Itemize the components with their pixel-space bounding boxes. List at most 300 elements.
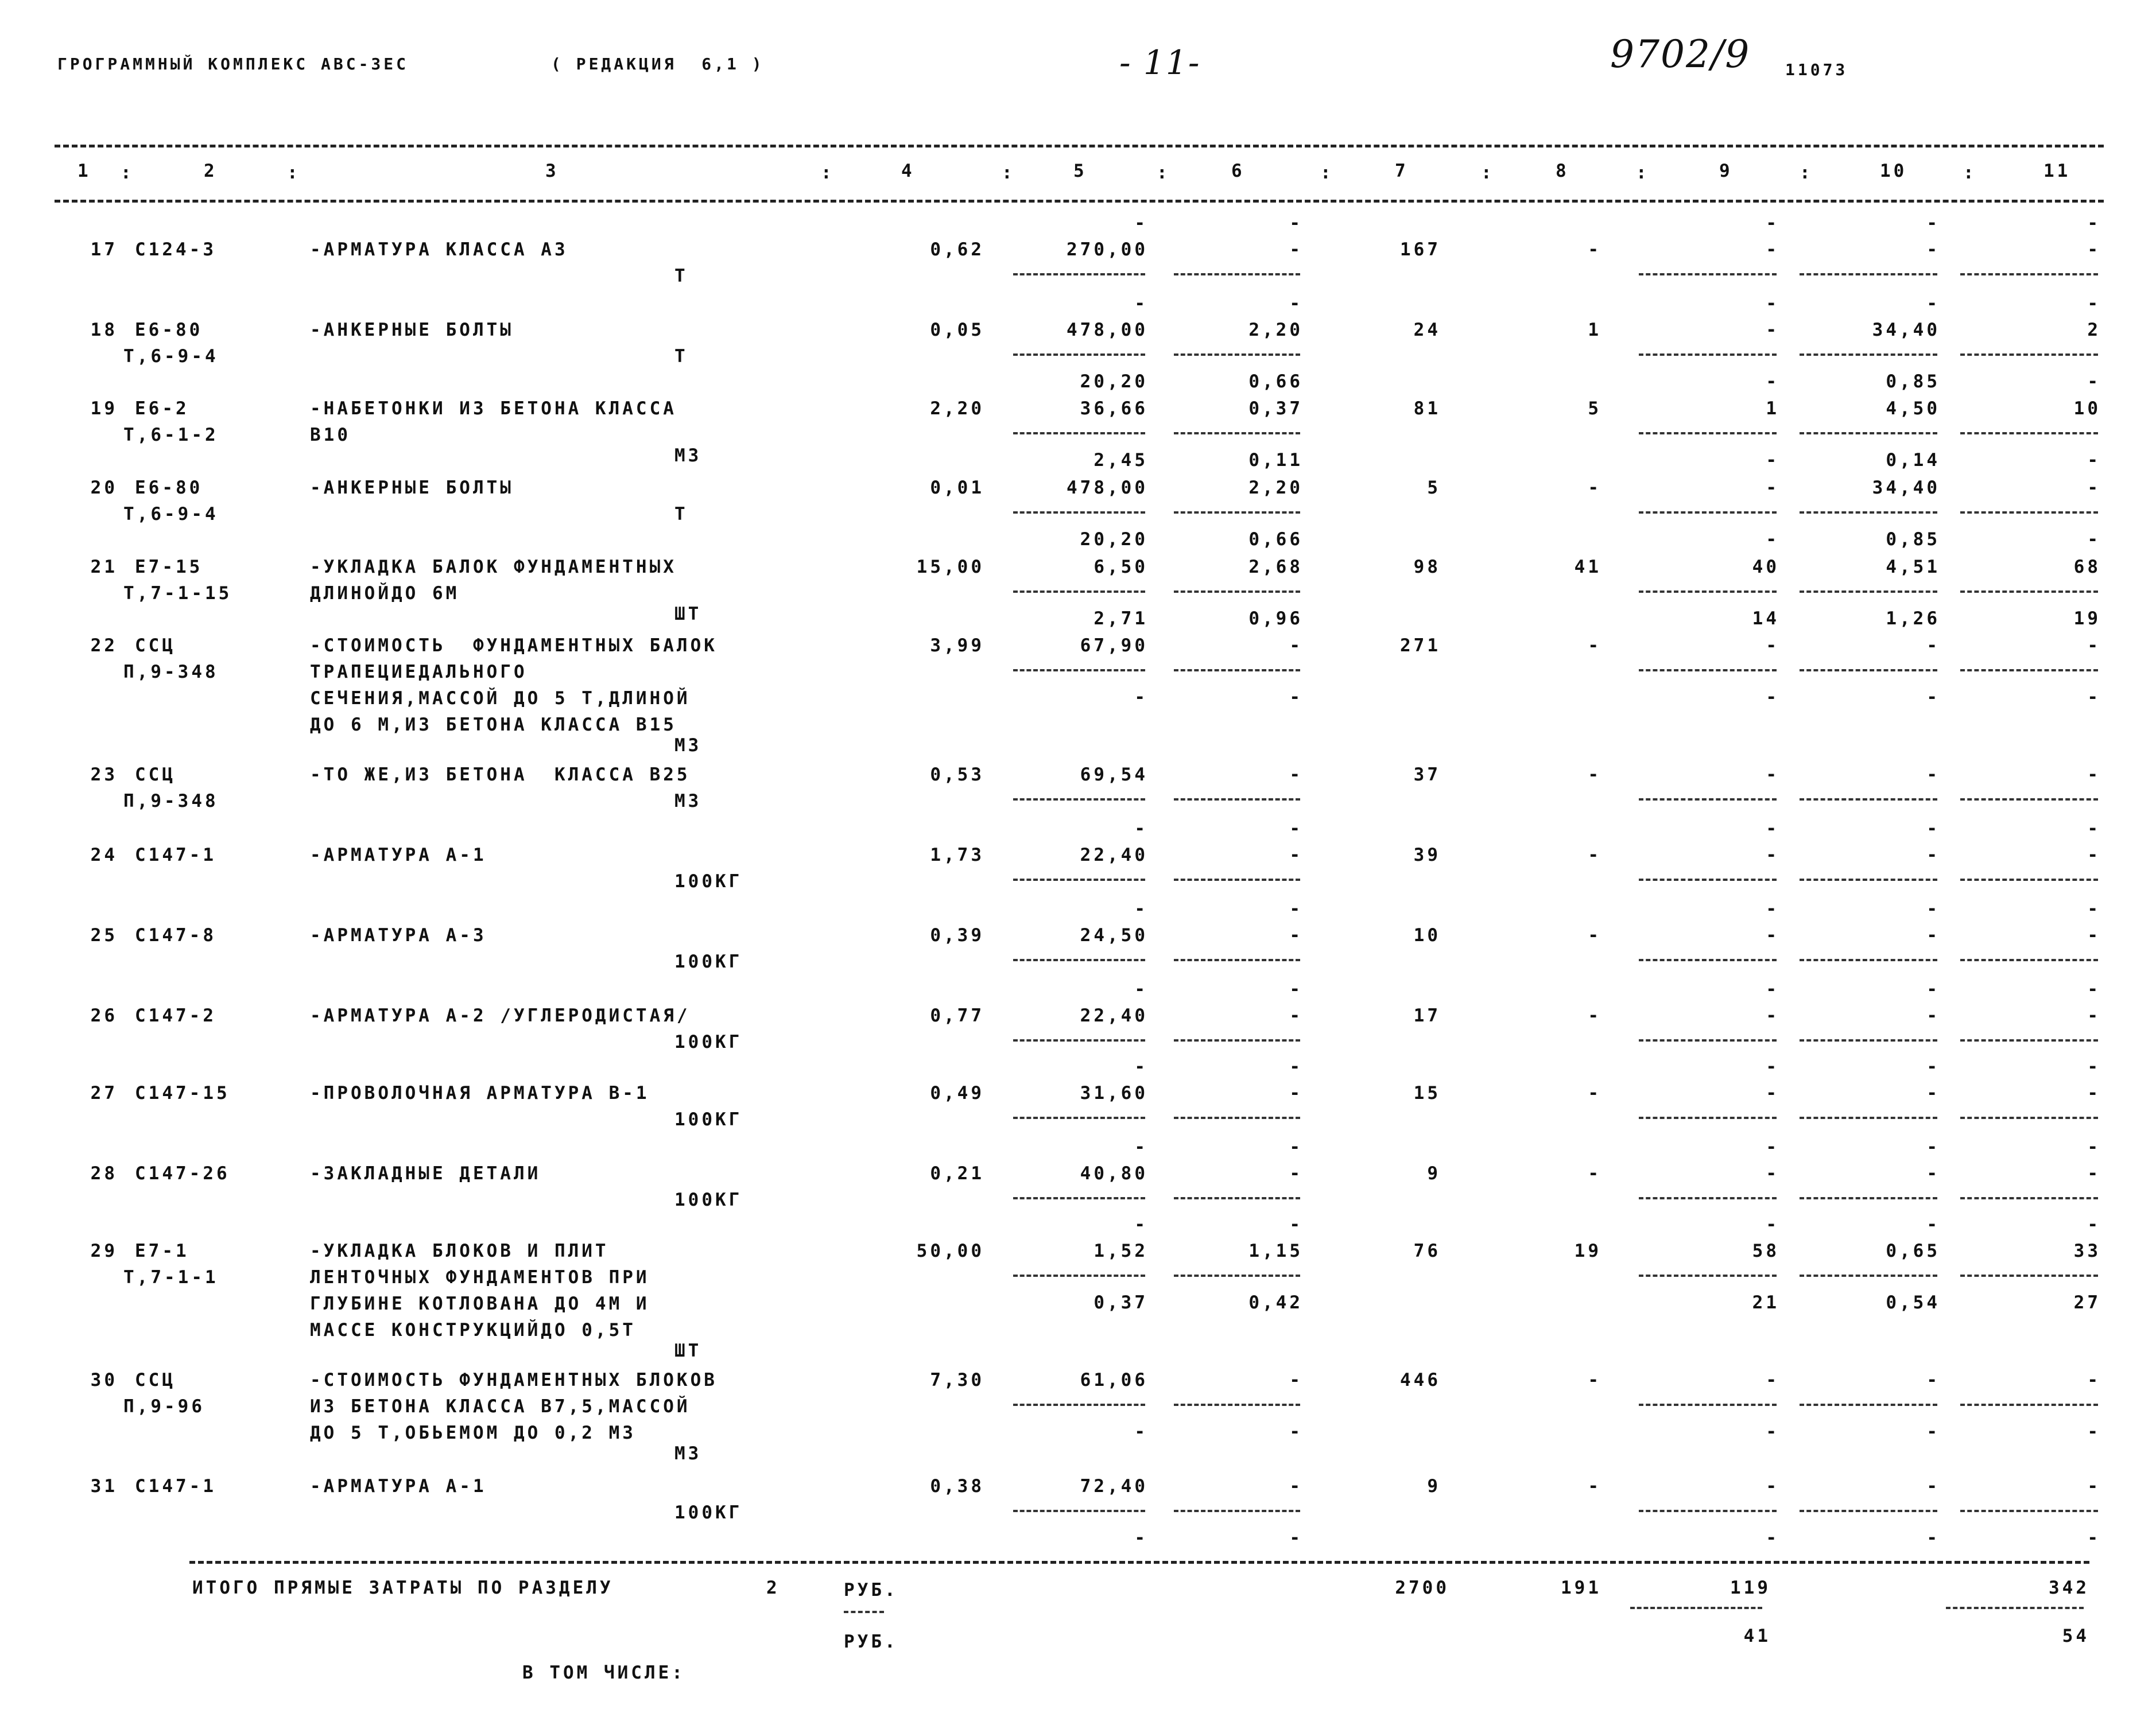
cell-top-c10: - (1926, 293, 1940, 314)
cell-c11: 2 (2087, 320, 2101, 340)
cell-rule-c9 (1639, 798, 1777, 801)
cell-top-c11: - (2087, 293, 2101, 314)
cell-c9: - (1766, 320, 1779, 340)
cell-top-c11: - (2087, 1214, 2101, 1235)
row-col8: 41 (1574, 557, 1602, 577)
row-description: ГЛУБИНЕ КОТЛОВАНА ДО 4М И (310, 1293, 650, 1314)
cell-c5: 22,40 (1080, 845, 1148, 865)
cell-top-c9: - (1766, 293, 1779, 314)
totals-unit-1: РУБ. (844, 1580, 898, 1600)
cell-rule-c11 (1960, 353, 2098, 356)
cell-rule-c5 (1013, 1117, 1145, 1119)
row-quantity: 0,38 (930, 1476, 984, 1497)
row-code: С147-1 (135, 1476, 216, 1497)
cell-second-c9: - (1766, 450, 1779, 471)
cell-rule-c11 (1960, 432, 2098, 434)
row-col7: 10 (1413, 925, 1441, 946)
cell-top-c9: - (1766, 1137, 1779, 1157)
cell-top-c10: - (1926, 899, 1940, 919)
cell-c11: - (2087, 925, 2101, 946)
column-header-10: 10 (1880, 161, 1907, 181)
cell-rule-c9 (1639, 1117, 1777, 1119)
row-description: ДО 5 Т,ОБЬЕМОМ ДО 0,2 М3 (310, 1423, 636, 1443)
cell-c5: 72,40 (1080, 1476, 1148, 1497)
row-description: -АНКЕРНЫЕ БОЛТЫ (310, 320, 514, 340)
cell-rule-c11 (1960, 1404, 2098, 1406)
cell-top-c10: - (1926, 979, 1940, 1000)
row-code: Т,6-9-4 (123, 504, 219, 525)
cell-c5: 22,40 (1080, 1005, 1148, 1026)
cell-c5: 270,00 (1067, 239, 1148, 260)
totals-col9: 119 (1730, 1578, 1771, 1598)
cell-c6: - (1289, 1083, 1303, 1104)
row-col7: 9 (1427, 1163, 1441, 1184)
column-header-7: 7 (1395, 161, 1409, 181)
cell-second-c11: - (2087, 371, 2101, 392)
cell-c11: - (2087, 1370, 2101, 1390)
cell-second-c11: 27 (2073, 1292, 2101, 1313)
cell-rule-c6 (1174, 1197, 1300, 1199)
cell-c5: 31,60 (1080, 1083, 1148, 1104)
cell-rule-c10 (1800, 353, 1937, 356)
row-quantity: 0,53 (930, 764, 984, 785)
row-col7: 37 (1413, 764, 1441, 785)
cell-second-c6: - (1289, 687, 1303, 708)
edition-label: ( РЕДАКЦИЯ 6,1 ) (551, 55, 765, 73)
row-code: ССЦ (135, 1370, 176, 1390)
cell-c5: 36,66 (1080, 398, 1148, 419)
totals-unit-2: РУБ. (844, 1631, 898, 1652)
row-col8: - (1588, 1005, 1602, 1026)
cell-rule-c10 (1800, 1117, 1937, 1119)
cell-second-c10: 0,85 (1886, 371, 1940, 392)
cell-rule-c6 (1174, 959, 1300, 961)
cell-top-c11: - (2087, 1137, 2101, 1157)
cell-c10: 4,50 (1886, 398, 1940, 419)
cell-top-c10: - (1926, 213, 1940, 234)
row-quantity: 0,01 (930, 477, 984, 498)
cell-c11: - (2087, 845, 2101, 865)
row-col7: 446 (1400, 1370, 1441, 1390)
cell-c5: 69,54 (1080, 764, 1148, 785)
cell-c5: 478,00 (1067, 320, 1148, 340)
row-description: -УКЛАДКА БАЛОК ФУНДАМЕНТНЫХ (310, 557, 677, 577)
cell-second-c5: 20,20 (1080, 371, 1148, 392)
cell-second-c5: 20,20 (1080, 529, 1148, 550)
cell-rule-c10 (1800, 432, 1937, 434)
cell-second-c6: - (1289, 1421, 1303, 1442)
row-col8: - (1588, 635, 1602, 656)
row-number: 24 (90, 845, 118, 865)
column-header-2: 2 (204, 161, 218, 181)
row-code: Т,6-9-4 (123, 346, 219, 367)
cell-c9: 1 (1766, 398, 1779, 419)
cell-top-c5: - (1134, 818, 1148, 839)
cell-second-c5: - (1134, 687, 1148, 708)
row-description: ДО 6 М,ИЗ БЕТОНА КЛАССА В15 (310, 714, 677, 735)
cell-c11: - (2087, 1083, 2101, 1104)
row-code: П,9-96 (123, 1396, 205, 1417)
cell-c10: - (1926, 1163, 1940, 1184)
totals-unit-rule (844, 1611, 884, 1613)
page-number: - 11- (1119, 43, 1201, 82)
row-quantity: 0,39 (930, 925, 984, 946)
cell-c6: 0,37 (1248, 398, 1303, 419)
row-col7: 39 (1413, 845, 1441, 865)
cell-second-c6: 0,42 (1248, 1292, 1303, 1313)
row-quantity: 0,77 (930, 1005, 984, 1026)
row-unit: М3 (674, 1443, 702, 1464)
row-col8: 19 (1574, 1241, 1602, 1261)
row-code: Т,7-1-15 (123, 583, 232, 604)
cell-top-c5: - (1134, 979, 1148, 1000)
row-number: 18 (90, 320, 118, 340)
cell-second-c10: - (1926, 1528, 1940, 1548)
cell-top-c6: - (1289, 818, 1303, 839)
cell-rule-c11 (1960, 1117, 2098, 1119)
cell-top-c10: - (1926, 818, 1940, 839)
cell-c6: - (1289, 845, 1303, 865)
cell-second-c9: - (1766, 371, 1779, 392)
cell-rule-c9 (1639, 273, 1777, 275)
cell-second-c10: 0,54 (1886, 1292, 1940, 1313)
cell-rule-c9 (1639, 1197, 1777, 1199)
cell-c10: 34,40 (1872, 477, 1940, 498)
row-col8: - (1588, 239, 1602, 260)
cell-top-c9: - (1766, 1056, 1779, 1077)
cell-c10: - (1926, 1370, 1940, 1390)
cell-rule-c5 (1013, 959, 1145, 961)
row-quantity: 50,00 (916, 1241, 984, 1261)
row-code: Е7-1 (135, 1241, 189, 1261)
cell-rule-c11 (1960, 273, 2098, 275)
cell-c9: - (1766, 925, 1779, 946)
row-code: С147-15 (135, 1083, 230, 1104)
cell-rule-c5 (1013, 1510, 1145, 1512)
column-separator: : (287, 162, 301, 183)
column-separator: : (1320, 162, 1334, 183)
cell-c9: - (1766, 845, 1779, 865)
cell-rule-c6 (1174, 273, 1300, 275)
cell-rule-c10 (1800, 1510, 1937, 1512)
cell-c11: - (2087, 1163, 2101, 1184)
cell-rule-c6 (1174, 669, 1300, 671)
row-description: -УКЛАДКА БЛОКОВ И ПЛИТ (310, 1241, 609, 1261)
cell-c10: 34,40 (1872, 320, 1940, 340)
cell-c6: - (1289, 239, 1303, 260)
cell-rule-c5 (1013, 1404, 1145, 1406)
cell-rule-c5 (1013, 669, 1145, 671)
cell-second-c6: 0,66 (1248, 529, 1303, 550)
cell-second-c11: 19 (2073, 608, 2101, 629)
cell-c9: - (1766, 1005, 1779, 1026)
row-description: -ПРОВОЛОЧНАЯ АРМАТУРА В-1 (310, 1083, 650, 1104)
cell-top-c10: - (1926, 1056, 1940, 1077)
cell-c5: 1,52 (1093, 1241, 1148, 1261)
cell-rule-c6 (1174, 879, 1300, 881)
cell-rule-c9 (1639, 590, 1777, 593)
cell-top-c11: - (2087, 213, 2101, 234)
row-code: Е6-80 (135, 477, 203, 498)
row-number: 19 (90, 398, 118, 419)
cell-second-c10: 1,26 (1886, 608, 1940, 629)
row-quantity: 2,20 (930, 398, 984, 419)
cell-top-c6: - (1289, 899, 1303, 919)
cell-second-c10: 0,85 (1886, 529, 1940, 550)
row-unit: М3 (674, 445, 702, 466)
cell-c10: 4,51 (1886, 557, 1940, 577)
column-header-1: 1 (77, 161, 91, 181)
row-unit: ШТ (674, 604, 702, 624)
program-title: ГРОГРАММНЫЙ КОМПЛЕКС АВС-ЗЕС (57, 55, 409, 73)
column-header-11: 11 (2043, 161, 2071, 181)
cell-rule-c10 (1800, 879, 1937, 881)
row-code: П,9-348 (123, 791, 219, 811)
row-col7: 15 (1413, 1083, 1441, 1104)
cell-c9: - (1766, 635, 1779, 656)
row-code: П,9-348 (123, 662, 219, 682)
row-unit: 100КГ (674, 1109, 743, 1130)
row-description: ИЗ БЕТОНА КЛАССА В7,5,МАССОЙ (310, 1396, 691, 1417)
totals-col9-second: 41 (1743, 1626, 1771, 1646)
cell-c9: 58 (1752, 1241, 1779, 1261)
cell-rule-c6 (1174, 590, 1300, 593)
row-col8: - (1588, 925, 1602, 946)
row-number: 31 (90, 1476, 118, 1497)
header-rule-bottom (55, 200, 2104, 203)
row-description: МАССЕ КОНСТРУКЦИЙДО 0,5Т (310, 1320, 636, 1341)
row-col8: - (1588, 845, 1602, 865)
cell-c11: - (2087, 764, 2101, 785)
row-number: 25 (90, 925, 118, 946)
cell-second-c9: - (1766, 687, 1779, 708)
row-description: -АРМАТУРА А-2 /УГЛЕРОДИСТАЯ/ (310, 1005, 691, 1026)
row-description: ДЛИНОЙДО 6М (310, 583, 460, 604)
cell-c5: 61,06 (1080, 1370, 1148, 1390)
row-number: 27 (90, 1083, 118, 1104)
cell-top-c11: - (2087, 899, 2101, 919)
cell-top-c9: - (1766, 979, 1779, 1000)
cell-rule-c10 (1800, 669, 1937, 671)
totals-label: ИТОГО ПРЯМЫЕ ЗАТРАТЫ ПО РАЗДЕЛУ (192, 1578, 614, 1598)
cell-rule-c10 (1800, 798, 1937, 801)
cell-rule-c5 (1013, 353, 1145, 356)
cell-rule-c6 (1174, 798, 1300, 801)
totals-rule (189, 1561, 2089, 1564)
cell-rule-c9 (1639, 879, 1777, 881)
cell-c6: - (1289, 1005, 1303, 1026)
cell-second-c11: - (2087, 529, 2101, 550)
cell-c10: - (1926, 1083, 1940, 1104)
row-code: ССЦ (135, 764, 176, 785)
column-separator: : (1800, 162, 1813, 183)
cell-c6: 2,68 (1248, 557, 1303, 577)
cell-rule-c6 (1174, 1039, 1300, 1042)
row-unit: ШТ (674, 1341, 702, 1361)
cell-c9: - (1766, 1476, 1779, 1497)
cell-c5: 67,90 (1080, 635, 1148, 656)
column-separator: : (121, 162, 134, 183)
cell-rule-c10 (1800, 1197, 1937, 1199)
cell-c6: - (1289, 635, 1303, 656)
cell-c11: 68 (2073, 557, 2101, 577)
totals-col11-second: 54 (2062, 1626, 2089, 1646)
column-header-8: 8 (1556, 161, 1569, 181)
column-separator: : (1002, 162, 1015, 183)
row-description: -СТОИМОСТЬ ФУНДАМЕНТНЫХ БАЛОК (310, 635, 718, 656)
cell-top-c9: - (1766, 213, 1779, 234)
cell-top-c10: - (1926, 1137, 1940, 1157)
column-header-9: 9 (1719, 161, 1733, 181)
cell-rule-c11 (1960, 959, 2098, 961)
cell-rule-c6 (1174, 1404, 1300, 1406)
cell-rule-c10 (1800, 1275, 1937, 1277)
cell-rule-c5 (1013, 879, 1145, 881)
cell-c11: - (2087, 1476, 2101, 1497)
row-unit: Т (674, 504, 688, 525)
cell-c6: - (1289, 1476, 1303, 1497)
cell-c11: - (2087, 635, 2101, 656)
row-col7: 24 (1413, 320, 1441, 340)
cell-second-c6: 0,66 (1248, 371, 1303, 392)
cell-rule-c6 (1174, 511, 1300, 514)
cell-rule-c9 (1639, 1039, 1777, 1042)
cell-c5: 40,80 (1080, 1163, 1148, 1184)
cell-c9: - (1766, 1083, 1779, 1104)
row-quantity: 0,21 (930, 1163, 984, 1184)
cell-second-c6: 0,96 (1248, 608, 1303, 629)
row-code: Е7-15 (135, 557, 203, 577)
cell-rule-c5 (1013, 1039, 1145, 1042)
column-header-6: 6 (1231, 161, 1245, 181)
cell-top-c11: - (2087, 1056, 2101, 1077)
row-unit: 100КГ (674, 1190, 743, 1210)
column-separator: : (1636, 162, 1650, 183)
row-unit: 100КГ (674, 1502, 743, 1523)
column-header-5: 5 (1073, 161, 1087, 181)
cell-rule-c11 (1960, 1510, 2098, 1512)
cell-rule-c10 (1800, 1039, 1937, 1042)
row-description: -АРМАТУРА А-3 (310, 925, 487, 946)
cell-rule-c5 (1013, 590, 1145, 593)
row-col7: 98 (1413, 557, 1441, 577)
cell-rule-c11 (1960, 669, 2098, 671)
cell-rule-c9 (1639, 1404, 1777, 1406)
totals-section: 2 (766, 1578, 780, 1598)
cell-top-c9: - (1766, 1214, 1779, 1235)
cell-second-c5: 2,45 (1093, 450, 1148, 471)
cell-rule-c11 (1960, 590, 2098, 593)
cell-c9: - (1766, 477, 1779, 498)
cell-c10: - (1926, 845, 1940, 865)
column-header-3: 3 (545, 161, 559, 181)
cell-c11: 10 (2073, 398, 2101, 419)
row-number: 23 (90, 764, 118, 785)
cell-c5: 478,00 (1067, 477, 1148, 498)
cell-second-c11: - (2087, 687, 2101, 708)
cell-c9: 40 (1752, 557, 1779, 577)
cell-rule-c10 (1800, 273, 1937, 275)
cell-c11: 33 (2073, 1241, 2101, 1261)
row-description: -ТО ЖЕ,ИЗ БЕТОНА КЛАССА В25 (310, 764, 691, 785)
cell-second-c9: - (1766, 1528, 1779, 1548)
row-quantity: 0,05 (930, 320, 984, 340)
cell-second-c6: - (1289, 1528, 1303, 1548)
row-col8: 1 (1588, 320, 1602, 340)
row-col7: 81 (1413, 398, 1441, 419)
cell-rule-c6 (1174, 1117, 1300, 1119)
row-description: -АРМАТУРА КЛАССА А3 (310, 239, 568, 260)
row-quantity: 7,30 (930, 1370, 984, 1390)
cell-rule-c6 (1174, 1275, 1300, 1277)
cell-c10: - (1926, 1005, 1940, 1026)
cell-second-c11: - (2087, 1528, 2101, 1548)
cell-rule-c9 (1639, 511, 1777, 514)
cell-c9: - (1766, 764, 1779, 785)
cell-rule-c9 (1639, 1510, 1777, 1512)
row-description: ЛЕНТОЧНЫХ ФУНДАМЕНТОВ ПРИ (310, 1267, 650, 1288)
cell-rule-c10 (1800, 959, 1937, 961)
column-header-4: 4 (901, 161, 915, 181)
cell-c6: - (1289, 1370, 1303, 1390)
cell-top-c10: - (1926, 1214, 1940, 1235)
cell-second-c5: - (1134, 1421, 1148, 1442)
totals-col11-rule (1946, 1607, 2084, 1609)
row-quantity: 0,49 (930, 1083, 984, 1104)
row-quantity: 0,62 (930, 239, 984, 260)
cell-top-c6: - (1289, 293, 1303, 314)
cell-rule-c11 (1960, 879, 2098, 881)
cell-top-c6: - (1289, 979, 1303, 1000)
totals-col9-rule (1630, 1607, 1762, 1609)
cell-top-c6: - (1289, 1137, 1303, 1157)
cell-c9: - (1766, 1370, 1779, 1390)
row-number: 17 (90, 239, 118, 260)
cell-rule-c10 (1800, 511, 1937, 514)
cell-rule-c11 (1960, 1197, 2098, 1199)
totals-col8: 191 (1561, 1578, 1602, 1598)
cell-second-c11: - (2087, 1421, 2101, 1442)
cell-top-c9: - (1766, 899, 1779, 919)
header-rule-top (55, 145, 2104, 147)
row-code: Т,7-1-1 (123, 1267, 219, 1288)
row-code: Е6-2 (135, 398, 189, 419)
cell-c5: 24,50 (1080, 925, 1148, 946)
cell-rule-c5 (1013, 273, 1145, 275)
cell-c9: - (1766, 239, 1779, 260)
cell-c10: 0,65 (1886, 1241, 1940, 1261)
row-quantity: 3,99 (930, 635, 984, 656)
row-number: 26 (90, 1005, 118, 1026)
column-separator: : (1481, 162, 1495, 183)
row-number: 22 (90, 635, 118, 656)
cell-top-c6: - (1289, 213, 1303, 234)
cell-top-c9: - (1766, 818, 1779, 839)
cell-rule-c10 (1800, 1404, 1937, 1406)
row-col8: - (1588, 1476, 1602, 1497)
cell-rule-c6 (1174, 432, 1300, 434)
including-label: В ТОМ ЧИСЛЕ: (522, 1662, 685, 1683)
row-number: 30 (90, 1370, 118, 1390)
row-col8: - (1588, 1163, 1602, 1184)
row-code: ССЦ (135, 635, 176, 656)
row-col8: - (1588, 1370, 1602, 1390)
row-number: 29 (90, 1241, 118, 1261)
row-description: В10 (310, 425, 351, 445)
cell-top-c6: - (1289, 1056, 1303, 1077)
cell-c11: - (2087, 1005, 2101, 1026)
cell-top-c5: - (1134, 1056, 1148, 1077)
